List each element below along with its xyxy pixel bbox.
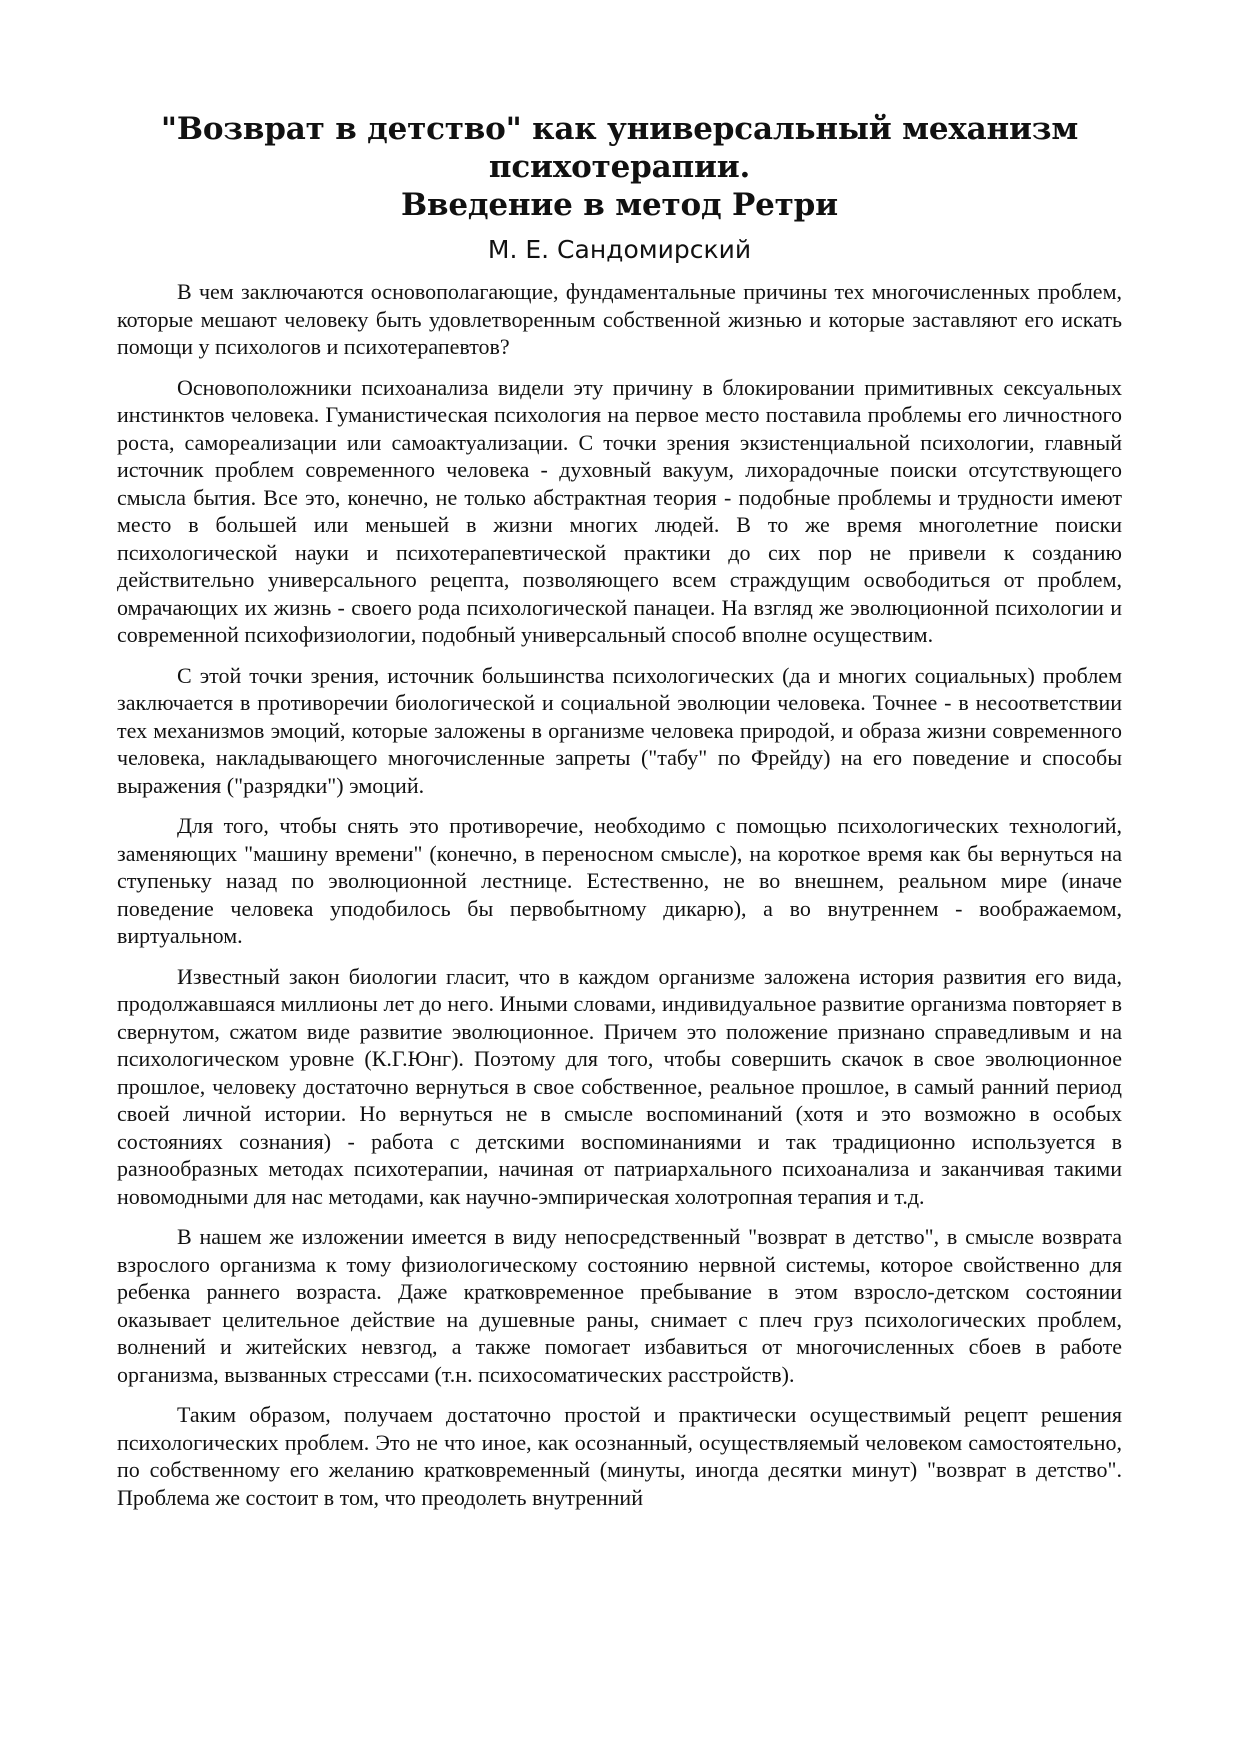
paragraph-2: Основоположники психоанализа видели эту причину в блокировании примитивных сексуальных инстинктов человека. Гуманистическая психология на первое место поставила проблемы его личностного роста, самореализации или самоактуализации. С точки зрения экзистенциальной психологии, главный источник проблем современного человека - духовный вакуум, лихорадочные поиски отсутствующего смысла бытия. Все это, конечно, не только абстрактная теория - подобные проблемы и трудности имеют место в большей или меньшей в жизни многих людей. В то же время многолетние поиски психологической науки и психотерапевтической практики до сих пор не привели к созданию действительно универсального рецепта, позволяющего всем страждущим освободиться от проблем, омрачающих их жизнь - своего рода психологической панацеи. На взгляд же эволюционной психологии и современной психофизиологии, подобный универсальный способ вполне осуществим. — [117, 374, 1122, 647]
paragraph-6: В нашем же изложении имеется в виду непосредственный "возврат в детство", в смысле возврата взрослого организма к тому физиологическому состоянию нервной системы, которое свойственно для ребенка раннего возраста. Даже кратковременное пребывание в этом взросло-детском состоянии оказывает целительное действие на душевные раны, снимает с плеч груз психологических проблем, волнений и житейских невзгод, а также помогает избавиться от многочисленных сбоев в работе организма, вызванных стрессами (т.н. психосоматических расстройств). — [117, 1224, 1122, 1387]
paragraph-3: С этой точки зрения, источник большинства психологических (да и многих социальных) проблем заключается в противоречии биологической и социальной эволюции человека. Точнее - в несоответствии тех механизмов эмоций, которые заложены в организме человека природой, и образа жизни современного человека, накладывающего многочисленные запреты ("табу" по Фрейду) на его поведение и способы выражения ("разрядки") эмоций. — [117, 662, 1122, 798]
title-line-1: "Возврат в детство" как универсальный механизм психотерапии. — [160, 111, 1079, 185]
paragraph-4: Для того, чтобы снять это противоречие, необходимо с помощью психологических технологий, заменяющих "машину времени" (конечно, в переносном смысле), на короткое время как бы вернуться на ступеньку назад по эволюционной лестнице. Естественно, не во внешнем, реальном мире (иначе поведение человека уподобилось бы первобытному дикарю), а во внутреннем - воображаемом, виртуальном. — [117, 813, 1122, 948]
paragraph-1: В чем заключаются основополагающие, фундаментальные причины тех многочисленных проблем, которые мешают человеку быть удовлетворенным собственной жизнью и которые заставляют его искать помощи у психологов и психотерапевтов? — [117, 279, 1122, 359]
title-line-2: Введение в метод Ретри — [401, 187, 838, 223]
document-page — [117, 110, 1122, 1524]
paragraph-5: Известный закон биологии гласит, что в каждом организме заложена история развития его вида, продолжавшаяся миллионы лет до него. Иными словами, индивидуальное развитие организма повторяет в свернутом, сжатом виде развитие эволюционное. Причем это положение признано справедливым и на психологическом уровне (К.Г.Юнг). Поэтому для того, чтобы совершить скачок в свое эволюционное прошлое, человеку достаточно вернуться в свое собственное, реальное прошлое, в самый ранний период своей личной истории. Но вернуться не в смысле воспоминаний (хотя и это возможно в особых состояниях сознания) - работа с детскими воспоминаниями и так традиционно используется в разнообразных методах психотерапии, начиная от патриархального психоанализа и заканчивая такими новомодными для нас методами, как научно-эмпирическая холотропная терапия и т.д. — [117, 963, 1122, 1209]
author-name: М. Е. Сандомирский — [487, 235, 752, 264]
document-title — [117, 110, 1122, 224]
paragraph-7: Таким образом, получаем достаточно простой и практически осуществимый рецепт решения психологических проблем. Это не что иное, как осознанный, осуществляемый человеком самостоятельно, по собственному его желанию кратковременный (минуты, иногда десятки минут) "возврат в детство". Проблема же состоит в том, что преодолеть внутренний — [117, 1402, 1122, 1510]
